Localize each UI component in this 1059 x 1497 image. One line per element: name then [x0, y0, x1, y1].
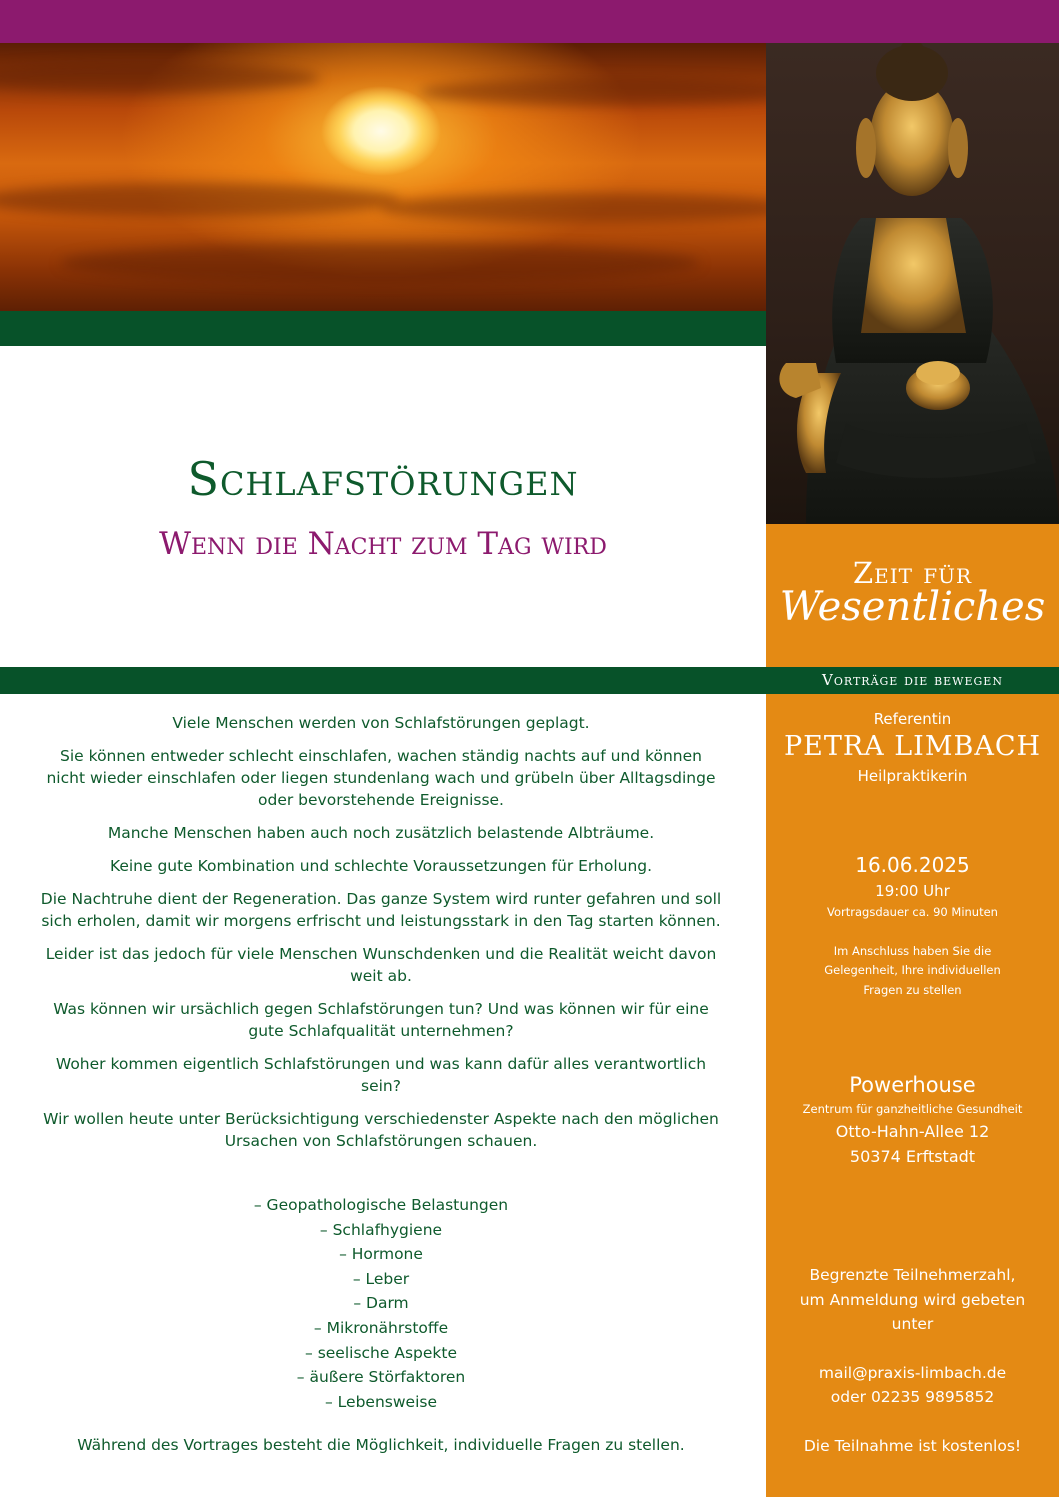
list-item: – Lebensweise [325, 1392, 437, 1411]
paragraph: Leider ist das jedoch für viele Menschen Wunschdenken und die Realität weicht davon weit ab. [45, 945, 717, 985]
paragraph: Manche Menschen haben auch noch zusätzlich belastende Albträume. [107, 824, 655, 842]
list-item: – Geopathologische Belastungen [253, 1196, 509, 1214]
list-item: – Darm [353, 1294, 409, 1313]
closing-note: Während des Vortrages besteht die Möglichkeit, individuelle Fragen zu stellen. [77, 1436, 685, 1454]
paragraph: Viele Menschen werden von Schlafstörungen geplagt. [172, 714, 590, 732]
paragraph: Sie können entweder schlecht einschlafen, wachen ständig nachts auf und können nicht wieder einschlafen oder liegen stundenlang wach und grübeln über Alltagsdinge oder bevorstehende Ereignisse. [46, 747, 716, 809]
list-item: – Mikronährstoffe [313, 1318, 449, 1337]
page-title: Schlafstörungen [187, 452, 579, 506]
paragraph: Was können wir ursächlich gegen Schlafstörungen tun? Und was können wir für eine gute Schlafqualität unternehmen? [53, 1000, 709, 1040]
venue-description: Zentrum für ganzheitliche Gesundheit [802, 1102, 1023, 1116]
paragraph: Woher kommen eigentlich Schlafstörungen und was kann dafür alles verantwortlich sein? [55, 1055, 707, 1095]
venue-name: Powerhouse [849, 1073, 976, 1097]
topic-list [40, 1193, 722, 1414]
contact-email[interactable]: mail@praxis-limbach.de [818, 1364, 1007, 1382]
sunset-photo [0, 43, 766, 311]
speaker-profession: Heilpraktikerin [857, 767, 968, 785]
event-time: 19:00 Uhr [875, 882, 950, 900]
brand-line-1: Zeit für [853, 556, 972, 590]
contact-phone: oder 02235 9895852 [830, 1388, 995, 1406]
speaker-name: PETRA LIMBACH [783, 731, 1042, 762]
green-divider-top [0, 311, 766, 346]
description-text [40, 712, 722, 1163]
free-admission-note: Die Teilnahme ist kostenlos! [803, 1437, 1022, 1455]
event-date: 16.06.2025 [855, 853, 970, 877]
brand-line-2: Wesentliches [779, 584, 1046, 630]
registration-line-1: Begrenzte Teilnehmerzahl, [809, 1266, 1016, 1284]
qa-line-3: Fragen zu stellen [863, 983, 962, 997]
list-item: – Hormone [339, 1245, 423, 1264]
registration-line-2: um Anmeldung wird gebeten [799, 1291, 1026, 1309]
registration-line-3: unter [891, 1315, 934, 1333]
list-item: – Schlafhygiene [319, 1220, 443, 1239]
paragraph: Keine gute Kombination und schlechte Voraussetzungen für Erholung. [109, 857, 653, 875]
list-item: – seelische Aspekte [305, 1343, 457, 1362]
page-subtitle: Wenn die Nacht zum Tag wird [159, 526, 607, 562]
venue-street: Otto-Hahn-Allee 12 [835, 1122, 990, 1141]
paragraph: Die Nachtruhe dient der Regeneration. Das ganze System wird runter gefahren und soll sich erholen, damit wir morgens erfrischt und leistungsstark in den Tag starten können. [40, 890, 722, 930]
brand-tagline: Vorträge die bewegen [822, 671, 1003, 689]
buddha-statue-photo [766, 43, 1059, 524]
list-item: – Leber [352, 1269, 410, 1288]
qa-line-2: Gelegenheit, Ihre individuellen [824, 963, 1001, 977]
top-color-bar [0, 0, 1059, 43]
list-item: – äußere Störfaktoren [296, 1368, 466, 1387]
venue-city: 50374 Erftstadt [849, 1147, 976, 1166]
paragraph: Wir wollen heute unter Berücksichtigung verschiedenster Aspekte nach den möglichen Ursachen von Schlafstörungen schauen. [43, 1110, 719, 1150]
qa-line-1: Im Anschluss haben Sie die [833, 944, 992, 958]
event-duration: Vortragsdauer ca. 90 Minuten [827, 905, 998, 919]
speaker-role: Referentin [873, 710, 952, 728]
